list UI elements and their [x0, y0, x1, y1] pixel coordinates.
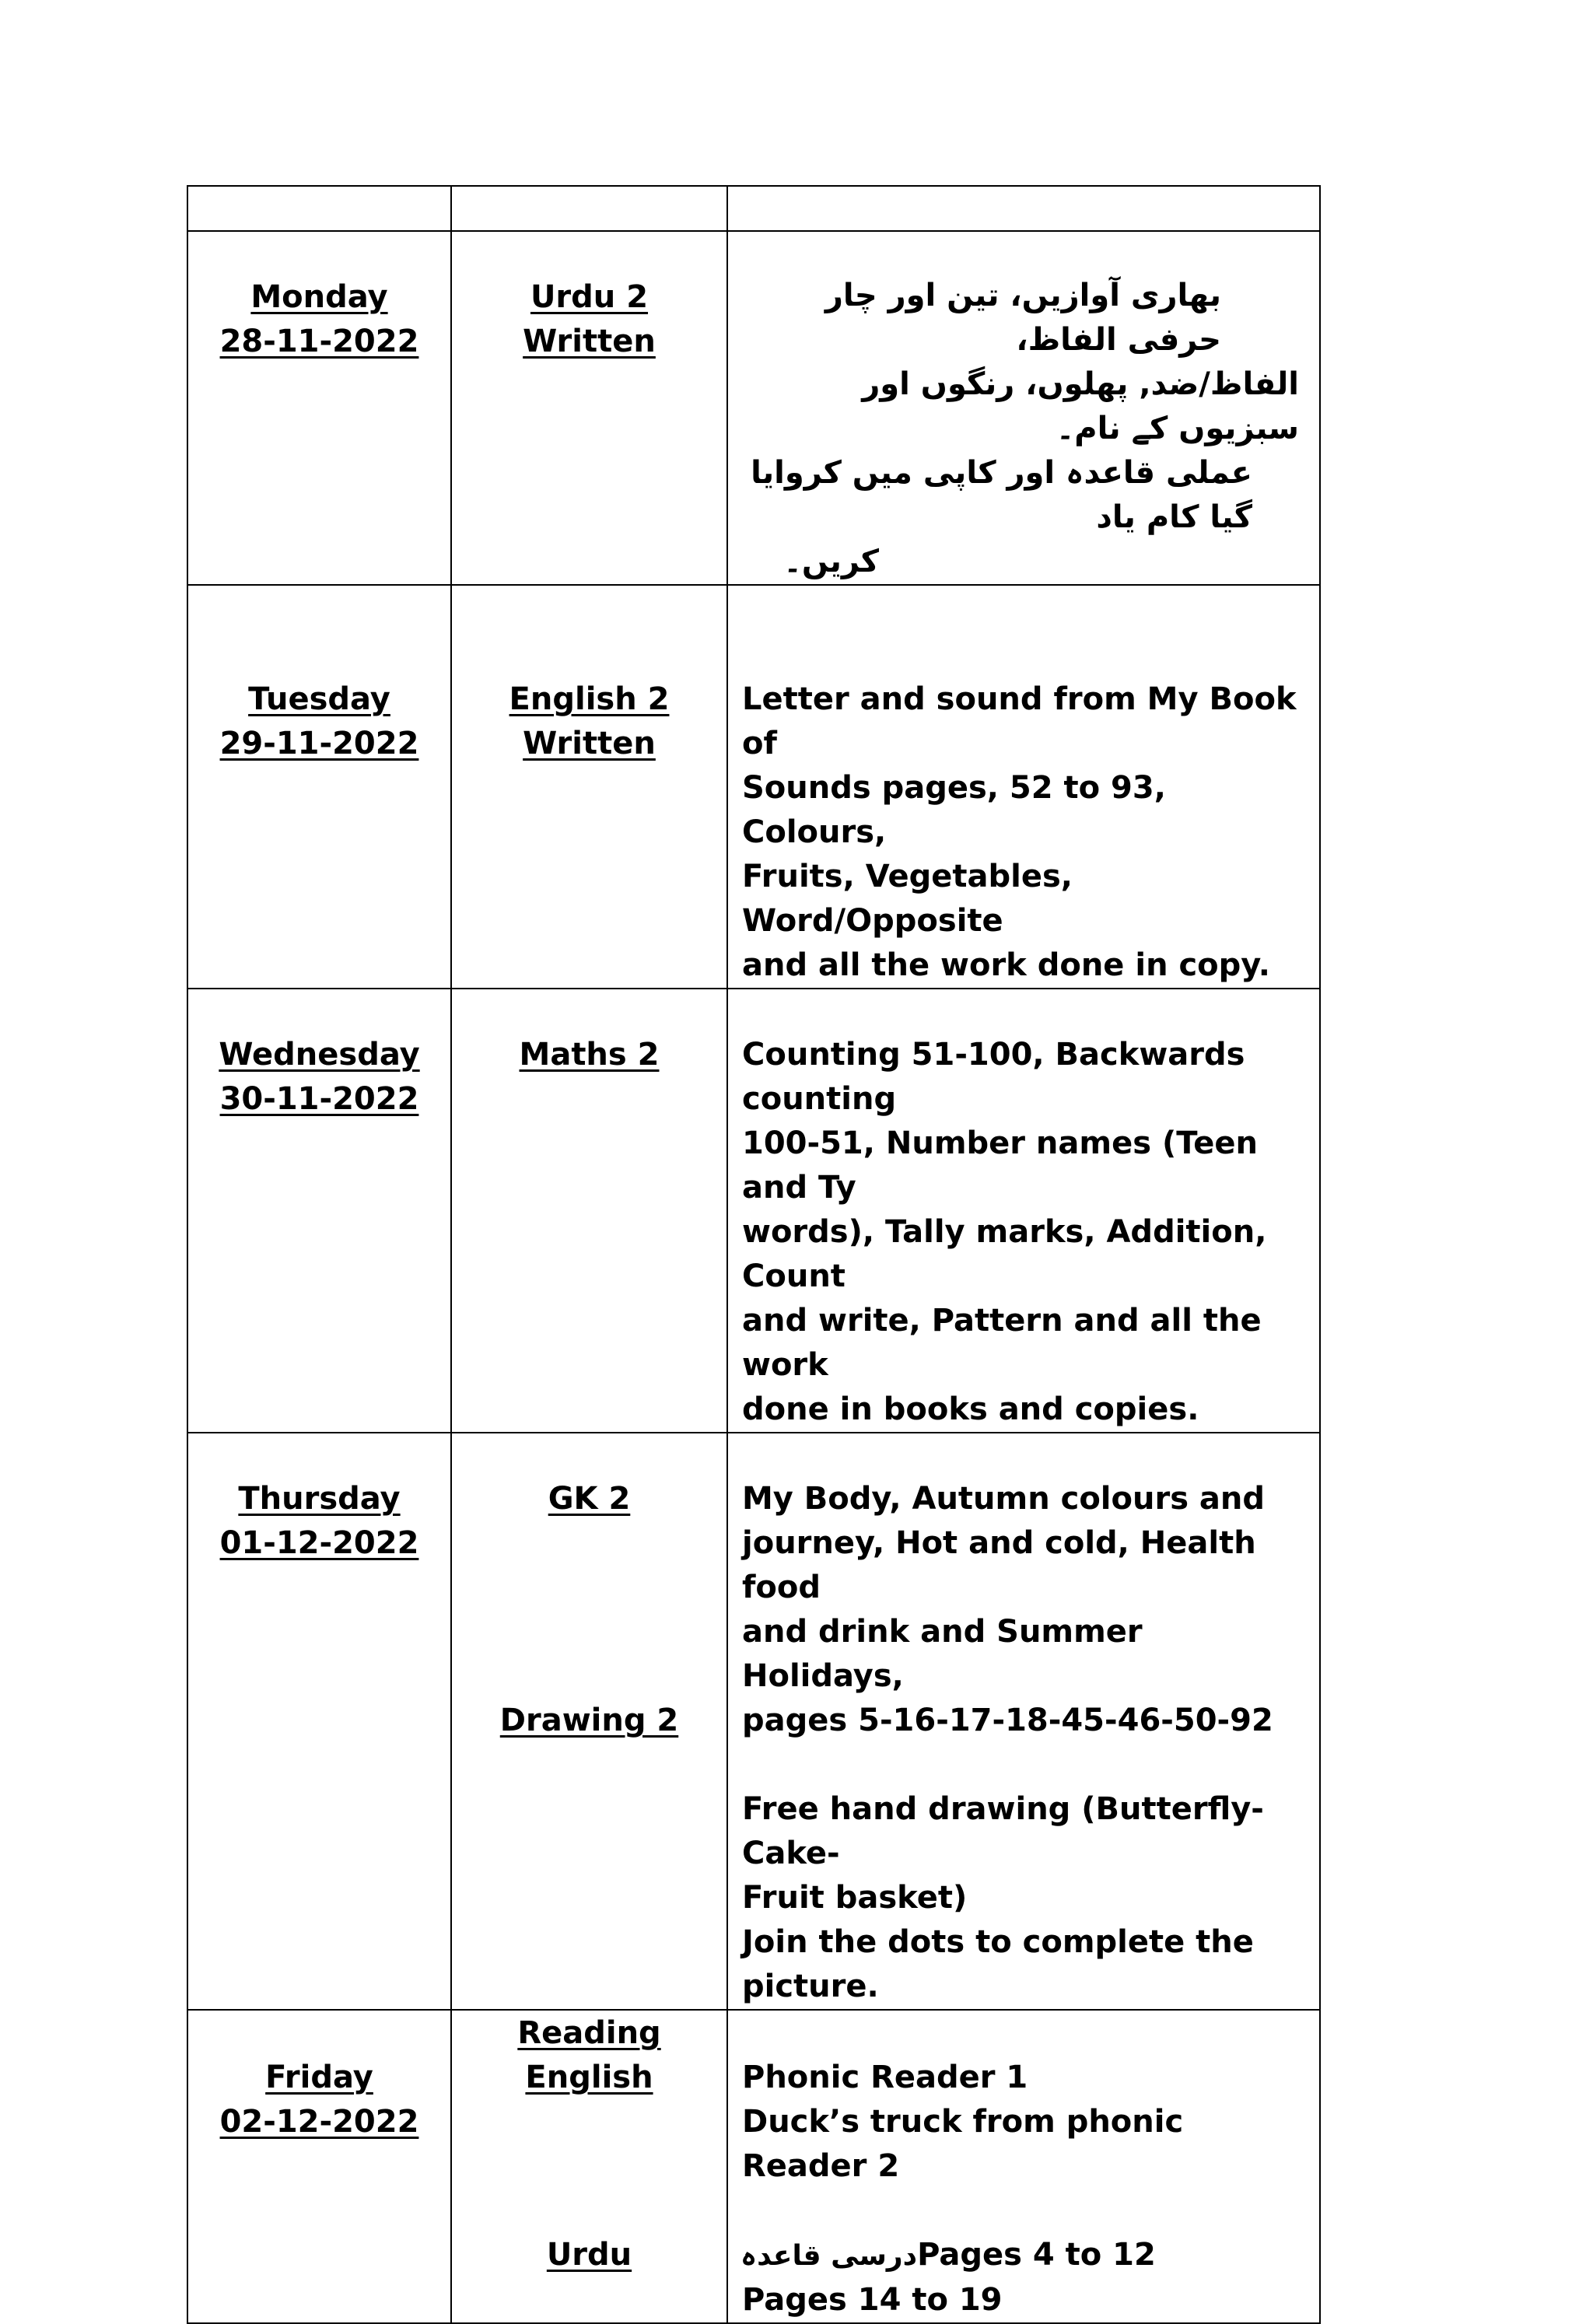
urdu-book-name: درسی قاعدہ	[740, 2240, 918, 2272]
subject-label: English 2	[509, 681, 670, 717]
syllabus-line: Join the dots to complete the picture.	[742, 1924, 1254, 2004]
subject-cell	[451, 989, 727, 1433]
date-label: 01-12-2022	[219, 1525, 419, 1561]
subject-cell	[451, 1433, 727, 2010]
syllabus-line: Letter and sound from My Book of	[742, 681, 1297, 761]
syllabus-line: journey, Hot and cold, Health food	[742, 1525, 1256, 1605]
syllabus-cell	[727, 989, 1320, 1433]
syllabus-line: Fruits, Vegetables, Word/Opposite	[742, 859, 1073, 939]
spacer	[742, 1743, 1311, 1787]
subject-label: Written	[523, 324, 656, 359]
subject-cell	[451, 2010, 727, 2323]
subject-label: Maths 2	[519, 1037, 660, 1073]
subject-label: Urdu 2	[530, 279, 649, 315]
subject-label: English	[525, 2060, 653, 2095]
syllabus-line: and drink and Summer Holidays,	[742, 1614, 1143, 1694]
spacer	[452, 1521, 726, 1699]
day-cell	[187, 1433, 451, 2010]
syllabus-line: Duck’s truck from phonic Reader 2	[742, 2104, 1184, 2184]
day-cell	[187, 2010, 451, 2323]
subject-label: Written	[523, 726, 656, 761]
syllabus-line: Free hand drawing (Butterfly- Cake-	[742, 1791, 1264, 1871]
syllabus-cell	[727, 585, 1320, 989]
table-row-wednesday	[187, 989, 1320, 1433]
table-row-friday	[187, 2010, 1320, 2323]
syllabus-cell	[727, 2010, 1320, 2323]
syllabus-line: and write, Pattern and all the work	[742, 1303, 1262, 1383]
syllabus-line: الفاظ/ضد, پھلوں، رنگوں اور سبزیوں کے نام۔	[862, 366, 1299, 446]
header-cell-subject	[451, 186, 727, 231]
syllabus-line: Counting 51-100, Backwards counting	[742, 1037, 1245, 1117]
syllabus-line: عملی قاعدہ اور کاپی میں کروایا گیا کام یاد	[751, 455, 1252, 535]
date-label: 30-11-2022	[219, 1081, 419, 1117]
day-label: Friday	[265, 2060, 373, 2095]
subject-cell	[451, 231, 727, 585]
subject-cell	[451, 585, 727, 989]
syllabus-cell	[727, 231, 1320, 585]
table-row-thursday	[187, 1433, 1320, 2010]
syllabus-line: Phonic Reader 1	[742, 2060, 1028, 2095]
spacer	[742, 2189, 1311, 2233]
header-cell-day	[187, 186, 451, 231]
syllabus-line: done in books and copies.	[742, 1391, 1199, 1427]
syllabus-line: Sounds pages, 52 to 93, Colours,	[742, 770, 1166, 850]
day-label: Monday	[250, 279, 388, 315]
date-label: 29-11-2022	[219, 726, 419, 761]
spacer	[452, 2100, 726, 2233]
table-row-monday	[187, 231, 1320, 585]
subject-label: Drawing 2	[499, 1703, 679, 1738]
syllabus-line	[742, 2233, 1311, 2278]
syllabus-line: pages 5-16-17-18-45-46-50-92	[742, 1703, 1273, 1738]
header-cell-syllabus	[727, 186, 1320, 231]
subject-label: Urdu	[546, 2237, 632, 2273]
syllabus-line: بھاری آوازیں، تین اور چار حرفی الفاظ،	[825, 278, 1221, 358]
day-label: Tuesday	[248, 681, 390, 717]
exam-schedule-table	[187, 185, 1321, 2324]
day-label: Wednesday	[219, 1037, 420, 1073]
table-row-tuesday	[187, 585, 1320, 989]
syllabus-line: My Body, Autumn colours and	[742, 1481, 1266, 1517]
syllabus-line: and all the work done in copy.	[742, 947, 1270, 983]
syllabus-cell	[727, 1433, 1320, 2010]
syllabus-line: کریں۔	[783, 544, 879, 579]
day-cell	[187, 989, 451, 1433]
syllabus-line: Pages 14 to 19	[742, 2282, 1003, 2318]
date-label: 28-11-2022	[219, 324, 419, 359]
syllabus-line: Fruit basket)	[742, 1880, 968, 1916]
day-cell	[187, 585, 451, 989]
subject-label: GK 2	[548, 1481, 631, 1517]
date-label: 02-12-2022	[219, 2104, 419, 2140]
syllabus-line: words), Tally marks, Addition, Count	[742, 1214, 1267, 1294]
pages-label: Pages 4 to 12	[917, 2237, 1156, 2273]
header-row	[187, 186, 1320, 231]
subject-label: Reading	[517, 2015, 661, 2051]
day-label: Thursday	[238, 1481, 401, 1517]
day-cell	[187, 231, 451, 585]
syllabus-line: 100-51, Number names (Teen and Ty	[742, 1125, 1258, 1206]
